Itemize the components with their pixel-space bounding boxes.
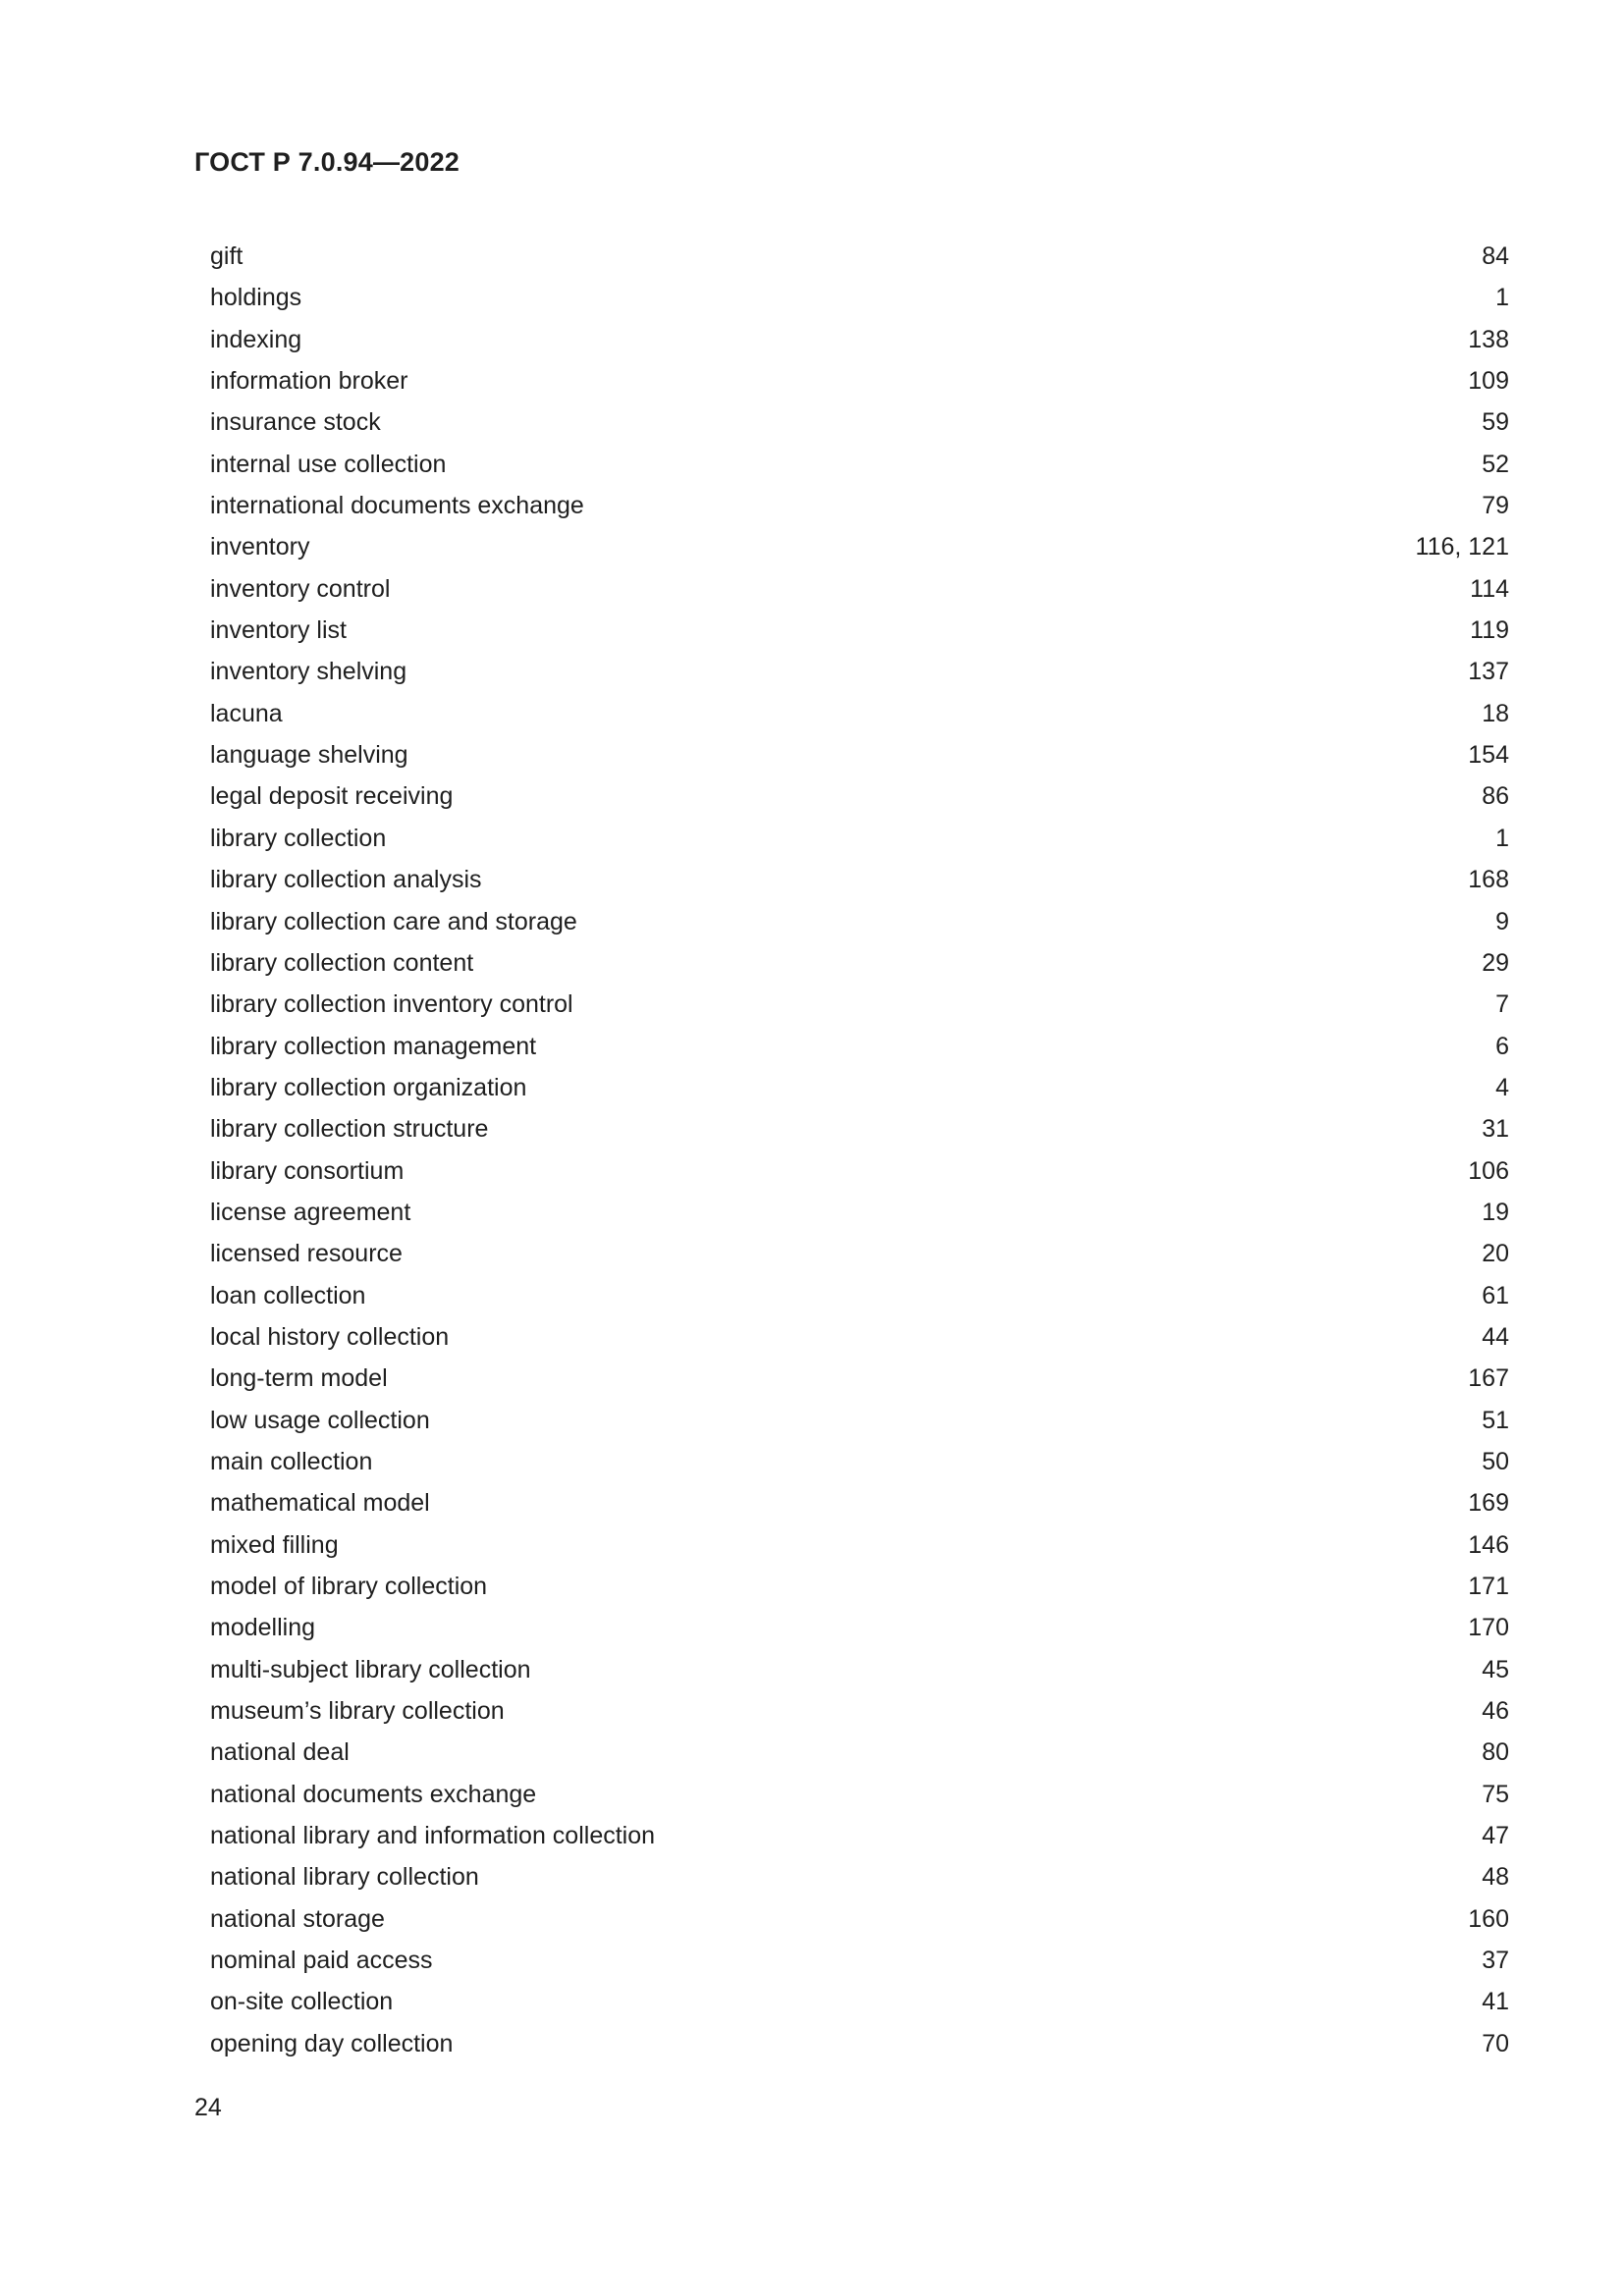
index-entry — [210, 236, 1509, 277]
index-entry — [210, 1026, 1509, 1067]
index-term: insurance stock — [210, 408, 381, 437]
index-entry — [210, 444, 1509, 485]
index-entry — [210, 1482, 1509, 1523]
index-entry — [210, 1067, 1509, 1108]
index-term: internal use collection — [210, 450, 447, 478]
index-entry — [210, 360, 1509, 401]
index-entry — [210, 1524, 1509, 1566]
index-term: mixed filling — [210, 1530, 339, 1559]
index-entry — [210, 651, 1509, 692]
index-entry — [210, 1774, 1509, 1815]
index-term: national storage — [210, 1904, 385, 1933]
index-term: library consortium — [210, 1156, 405, 1185]
index-page-ref: 31 — [1482, 1115, 1509, 1144]
index-entry — [210, 901, 1509, 942]
page-number: 24 — [194, 2094, 222, 2121]
index-page-ref: 170 — [1468, 1614, 1509, 1642]
index-page-ref: 70 — [1482, 2029, 1509, 2057]
index-page-ref: 154 — [1468, 741, 1509, 770]
index-page-ref: 50 — [1482, 1447, 1509, 1475]
index-page-ref: 45 — [1482, 1655, 1509, 1683]
index-term: library collection inventory control — [210, 990, 573, 1019]
index-entry — [210, 1607, 1509, 1648]
index-page-ref: 168 — [1468, 866, 1509, 894]
index-entry — [210, 1108, 1509, 1149]
index-entry — [210, 1690, 1509, 1732]
index-page-ref: 109 — [1468, 367, 1509, 396]
index-term: legal deposit receiving — [210, 782, 454, 811]
index-page-ref: 1 — [1495, 284, 1509, 312]
index-page-ref: 1 — [1495, 824, 1509, 852]
index-entry — [210, 277, 1509, 318]
index-page-ref: 171 — [1468, 1573, 1509, 1600]
index-page-ref: 167 — [1468, 1364, 1509, 1393]
index-term: library collection content — [210, 948, 474, 977]
index-entry — [210, 1358, 1509, 1399]
index-entry — [210, 859, 1509, 900]
index-entry — [210, 1400, 1509, 1441]
index-entry — [210, 1815, 1509, 1856]
index-entry — [210, 775, 1509, 817]
index-page-ref: 20 — [1482, 1240, 1509, 1268]
document-header: ГОСТ Р 7.0.94—2022 — [194, 147, 460, 177]
index-page-ref: 138 — [1468, 325, 1509, 353]
index-entry — [210, 1566, 1509, 1607]
index-term: library collection care and storage — [210, 907, 577, 935]
index-term: low usage collection — [210, 1406, 430, 1434]
index-page-ref: 6 — [1495, 1032, 1509, 1060]
index-term: national documents exchange — [210, 1780, 537, 1808]
index-entry — [210, 942, 1509, 984]
index-term: opening day collection — [210, 2029, 454, 2057]
index-page-ref: 160 — [1468, 1904, 1509, 1933]
index-entry — [210, 693, 1509, 734]
index-term: inventory list — [210, 616, 347, 645]
index-page-ref: 4 — [1495, 1073, 1509, 1101]
index-entry — [210, 401, 1509, 443]
index-term: modelling — [210, 1614, 316, 1642]
index-entry — [210, 1898, 1509, 1940]
index-term: inventory control — [210, 574, 391, 603]
index-entry — [210, 1649, 1509, 1690]
index-term: license agreement — [210, 1198, 411, 1226]
index-page-ref: 41 — [1482, 1988, 1509, 2016]
index-term: nominal paid access — [210, 1947, 433, 1975]
index-page-ref: 51 — [1482, 1406, 1509, 1434]
index-page-ref: 9 — [1495, 907, 1509, 935]
index-entry — [210, 610, 1509, 651]
index-term: indexing — [210, 325, 302, 353]
index-term: library collection organization — [210, 1073, 527, 1101]
index-entry — [210, 1233, 1509, 1274]
index-term: language shelving — [210, 741, 408, 770]
index-entry — [210, 1441, 1509, 1482]
index-entry — [210, 1940, 1509, 1981]
index-entry — [210, 526, 1509, 567]
index-term: national deal — [210, 1738, 350, 1767]
index-page-ref: 79 — [1482, 492, 1509, 520]
index-page-ref: 46 — [1482, 1697, 1509, 1726]
index-page-ref: 18 — [1482, 699, 1509, 727]
index-entry — [210, 734, 1509, 775]
index-page-ref: 75 — [1482, 1780, 1509, 1808]
index-term: main collection — [210, 1447, 373, 1475]
index-entry — [210, 1981, 1509, 2022]
index-page-ref: 146 — [1468, 1530, 1509, 1559]
index-entry — [210, 1275, 1509, 1316]
index-entry — [210, 485, 1509, 526]
index-page-ref: 86 — [1482, 782, 1509, 811]
index-term: international documents exchange — [210, 492, 584, 520]
index-term: lacuna — [210, 699, 283, 727]
index-term: information broker — [210, 367, 408, 396]
index-term: loan collection — [210, 1281, 366, 1309]
index-term: library collection analysis — [210, 866, 482, 894]
index-page-ref: 29 — [1482, 948, 1509, 977]
index-term: long-term model — [210, 1364, 388, 1393]
index-page-ref: 114 — [1470, 574, 1509, 603]
index-entry — [210, 319, 1509, 360]
index-entry — [210, 568, 1509, 610]
index-term: licensed resource — [210, 1240, 403, 1268]
index-term: model of library collection — [210, 1573, 488, 1600]
index-term: multi-subject library collection — [210, 1655, 531, 1683]
index-entry — [210, 1856, 1509, 1897]
index-page-ref: 106 — [1468, 1156, 1509, 1185]
index-term: national library and information collection — [210, 1822, 656, 1850]
index-term: holdings — [210, 284, 302, 312]
index-entry — [210, 984, 1509, 1025]
index-term: inventory — [210, 533, 310, 561]
index-page-ref: 52 — [1482, 450, 1509, 478]
index-page-ref: 19 — [1482, 1198, 1509, 1226]
index-page-ref: 80 — [1482, 1738, 1509, 1767]
index-entry — [210, 2023, 1509, 2064]
index-term: inventory shelving — [210, 658, 407, 686]
index-term: local history collection — [210, 1322, 450, 1351]
index-page-ref: 48 — [1482, 1863, 1509, 1892]
index-page-ref: 47 — [1482, 1822, 1509, 1850]
index-term: library collection — [210, 824, 387, 852]
index-page-ref: 169 — [1468, 1489, 1509, 1518]
index-page-ref: 7 — [1495, 990, 1509, 1019]
index-term: museum’s library collection — [210, 1697, 505, 1726]
index-page-ref: 37 — [1482, 1947, 1509, 1975]
index-page-ref: 84 — [1482, 242, 1509, 270]
index-entry — [210, 818, 1509, 859]
index-entry — [210, 1732, 1509, 1773]
index-entry — [210, 1316, 1509, 1358]
index-term: on-site collection — [210, 1988, 394, 2016]
index-page-ref: 44 — [1482, 1322, 1509, 1351]
index-list — [210, 236, 1509, 2064]
index-term: gift — [210, 242, 244, 270]
index-entry — [210, 1150, 1509, 1192]
index-term: national library collection — [210, 1863, 479, 1892]
index-page-ref: 116, 121 — [1415, 533, 1509, 561]
index-entry — [210, 1192, 1509, 1233]
index-term: library collection structure — [210, 1115, 489, 1144]
index-term: mathematical model — [210, 1489, 430, 1518]
index-page-ref: 61 — [1482, 1281, 1509, 1309]
index-page-ref: 119 — [1470, 616, 1509, 645]
index-term: library collection management — [210, 1032, 537, 1060]
index-page-ref: 59 — [1482, 408, 1509, 437]
index-page-ref: 137 — [1468, 658, 1509, 686]
